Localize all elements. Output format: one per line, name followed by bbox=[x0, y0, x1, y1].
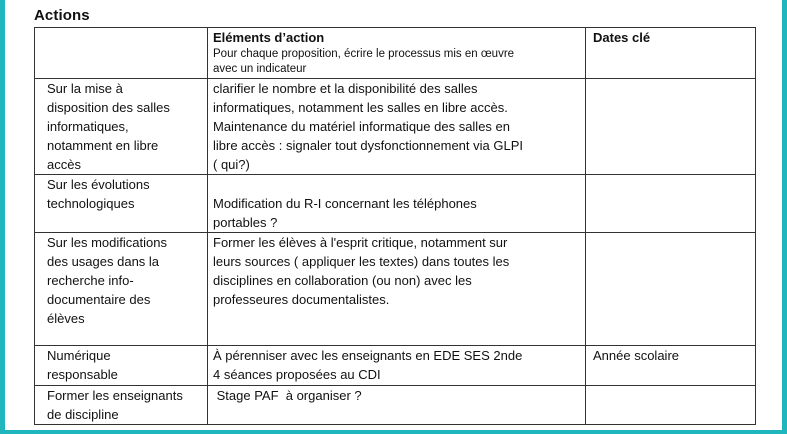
topic-cell bbox=[35, 233, 208, 346]
action-line: À pérenniser avec les enseignants en EDE SES 2nde bbox=[213, 348, 523, 363]
action-line: Former les élèves à l'esprit critique, notamment sur bbox=[213, 235, 508, 250]
table-row bbox=[35, 386, 756, 425]
action-line: clarifier le nombre et la disponibilité des salles bbox=[213, 81, 478, 96]
action-line: ( qui?) bbox=[213, 157, 250, 172]
action-cell bbox=[208, 233, 586, 346]
table-row bbox=[35, 346, 756, 386]
topic-line: documentaire des bbox=[47, 292, 151, 307]
table-row bbox=[35, 175, 756, 233]
action-line: professeures documentalistes. bbox=[213, 292, 390, 307]
action-line: Stage PAF à organiser ? bbox=[213, 388, 362, 403]
topic-line: Sur les modifications bbox=[47, 235, 167, 250]
action-line: leurs sources ( appliquer les textes) dans toutes les bbox=[213, 254, 510, 269]
header-actions-title: Eléments d’action bbox=[213, 30, 325, 45]
section-title: Actions bbox=[34, 7, 90, 24]
topic-line: élèves bbox=[47, 311, 85, 326]
topic-line: responsable bbox=[47, 367, 118, 382]
action-cell bbox=[208, 175, 586, 233]
topic-line: des usages dans la bbox=[47, 254, 160, 269]
topic-cell bbox=[35, 175, 208, 233]
action-line: 4 séances proposées au CDI bbox=[213, 367, 381, 382]
table-row bbox=[35, 233, 756, 346]
topic-line: Sur les évolutions bbox=[47, 177, 150, 192]
action-line: disciplines en collaboration (ou non) avec les bbox=[213, 273, 472, 288]
header-actions-subtitle-line-1: Pour chaque proposition, écrire le processus mis en œuvre bbox=[213, 48, 515, 60]
date-cell bbox=[586, 79, 756, 175]
topic-cell bbox=[35, 386, 208, 425]
topic-line: notamment en libre bbox=[47, 138, 159, 153]
action-cell bbox=[208, 79, 586, 175]
action-cell bbox=[208, 386, 586, 425]
action-line: informatiques, notamment les salles en libre accès. bbox=[213, 100, 508, 115]
action-line: Maintenance du matériel informatique des salles en bbox=[213, 119, 511, 134]
header-cell-actions bbox=[208, 28, 586, 79]
table-row bbox=[35, 79, 756, 175]
topic-line: disposition des salles bbox=[47, 100, 170, 115]
topic-line: Former les enseignants bbox=[47, 388, 183, 403]
topic-line: Sur la mise à bbox=[47, 81, 123, 96]
header-row bbox=[35, 28, 756, 79]
date-cell bbox=[586, 233, 756, 346]
action-line: Modification du R-I concernant les téléphones bbox=[213, 196, 477, 211]
action-line: portables ? bbox=[213, 215, 278, 230]
date-cell bbox=[586, 386, 756, 425]
date-cell bbox=[586, 175, 756, 233]
action-line: libre accès : signaler tout dysfonctionnement via GLPI bbox=[213, 138, 523, 153]
topic-line: informatiques, bbox=[47, 119, 129, 134]
topic-cell bbox=[35, 346, 208, 386]
topic-cell bbox=[35, 79, 208, 175]
blank-line bbox=[213, 175, 581, 194]
header-actions-subtitle-line-2: avec un indicateur bbox=[213, 63, 307, 75]
topic-line: Numérique bbox=[47, 348, 111, 363]
action-cell bbox=[208, 346, 586, 386]
topic-line: technologiques bbox=[47, 196, 135, 211]
header-cell-dates: Dates clé bbox=[586, 28, 756, 79]
topic-line: recherche info- bbox=[47, 273, 134, 288]
topic-line: de discipline bbox=[47, 407, 119, 422]
topic-line: accès bbox=[47, 157, 81, 172]
header-cell-topic bbox=[35, 28, 208, 79]
date-cell: Année scolaire bbox=[586, 346, 756, 386]
actions-table bbox=[34, 27, 756, 425]
